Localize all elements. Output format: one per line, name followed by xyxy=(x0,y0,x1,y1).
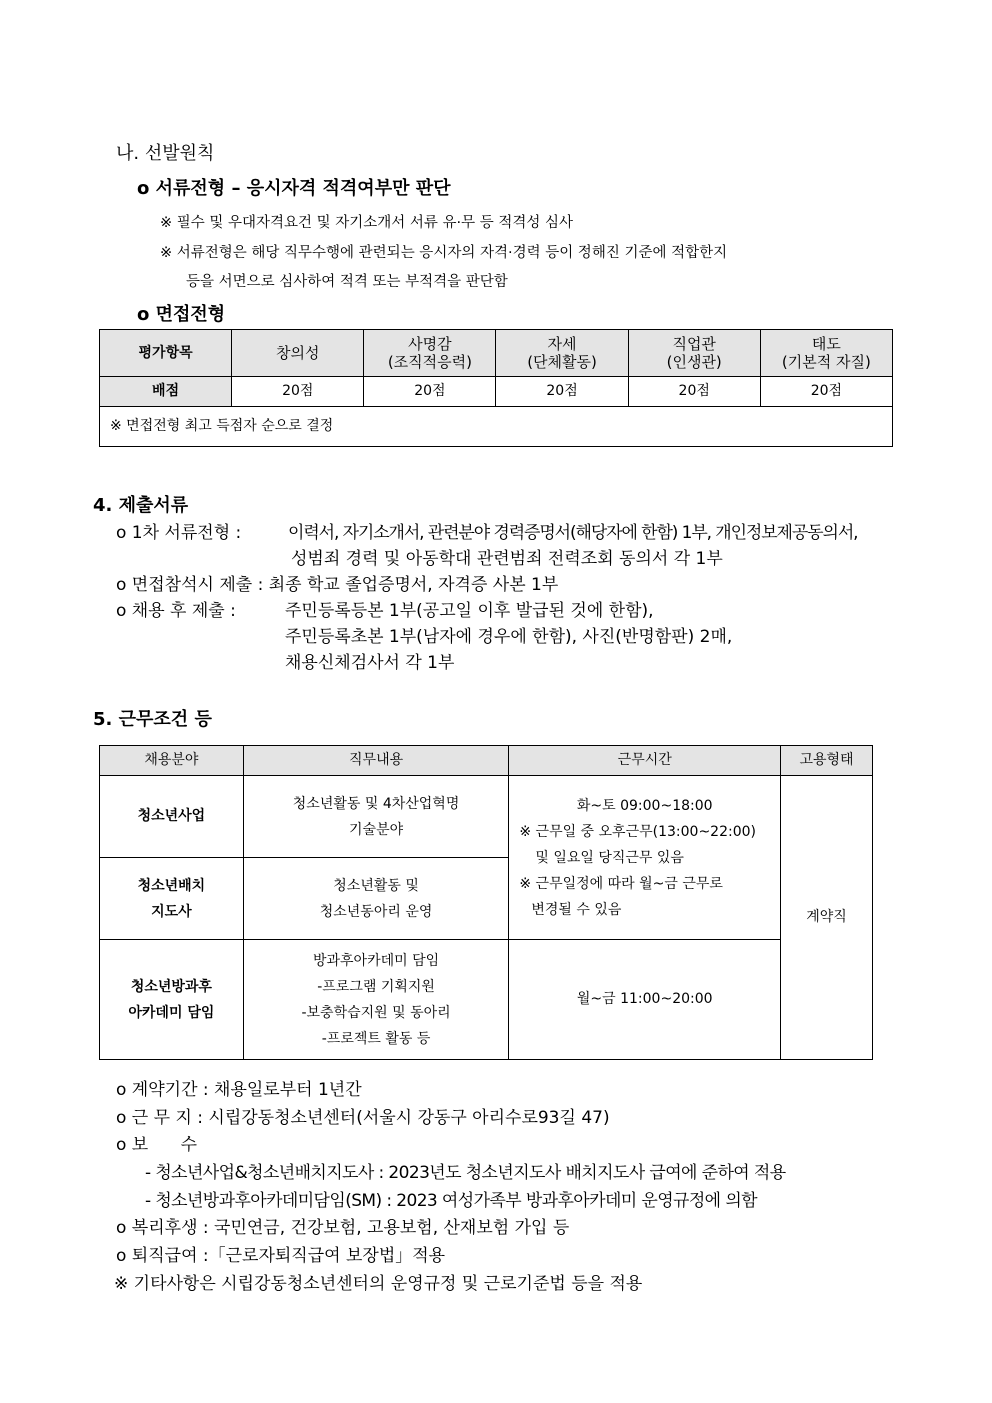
field-cell: 청소년배치 지도사 xyxy=(100,858,244,940)
hours-cell: 화~토 09:00~18:00 ※ 근무일 중 오후근무(13:00~22:00) 및 일요일 당직근무 있음 ※ 근무일정에 따라 월~금 근무로 변경될 수 있음 xyxy=(509,776,781,940)
pay-item2: - 청소년방과후아카데미담임(SM) : 2023 여성가족부 방과후아카데미 운영규정에 의함 xyxy=(145,1191,757,1211)
doc-screening-note2-line1: ※ 서류전형은 해당 직무수행에 관련되는 응시자의 자격·경력 등이 정해진 기준에 적합한지 xyxy=(160,245,728,261)
score-header: 배점 xyxy=(100,377,232,407)
section-na-title: 나. 선발원칙 xyxy=(116,143,215,164)
severance: o 퇴직급여 :「근로자퇴직급여 보장법」적용 xyxy=(116,1246,446,1266)
duties-cell: 방과후아카데미 담임 -프로그램 기획지원 -보충학습지원 및 동아리 -프로젝트 활동 등 xyxy=(243,940,509,1060)
doc-screening-heading: o 서류전형 – 응시자격 적격여부만 판단 xyxy=(137,178,451,199)
welfare: o 복리후생 : 국민연금, 건강보험, 고용보험, 산재보험 가입 등 xyxy=(116,1218,570,1238)
interview-heading: o 면접전형 xyxy=(137,304,226,325)
col-header-hours: 근무시간 xyxy=(509,746,781,776)
other-notes: ※ 기타사항은 시립강동청소년센터의 운영규정 및 근로기준법 등을 적용 xyxy=(114,1274,643,1294)
pay-item1: - 청소년사업&청소년배치지도사 : 2023년도 청소년지도사 배치지도사 급여에 준하여 적용 xyxy=(145,1163,786,1183)
eval-col-3: 자세 (단체활동) xyxy=(496,330,628,377)
interview-table xyxy=(99,329,893,447)
employment-type-cell: 계약직 xyxy=(781,776,873,1060)
submit-item3-line1: 주민등록등본 1부(공고일 이후 발급된 것에 한함), xyxy=(285,601,654,621)
score-cell: 20점 xyxy=(364,377,496,407)
score-cell: 20점 xyxy=(760,377,892,407)
eval-col-4: 직업관 (인생관) xyxy=(628,330,760,377)
section5-title: 5. 근무조건 등 xyxy=(93,709,212,730)
col-header-type: 고용형태 xyxy=(781,746,873,776)
workplace: o 근 무 지 : 시립강동청소년센터(서울시 강동구 아리수로93길 47) xyxy=(116,1108,610,1128)
duties-cell: 청소년활동 및 4차산업혁명 기술분야 xyxy=(243,776,509,858)
submit-item1-line1: 이력서, 자기소개서, 관련분야 경력증명서(해당자에 한함) 1부, 개인정보제공동의서, xyxy=(288,523,858,543)
score-cell: 20점 xyxy=(496,377,628,407)
section4-title: 4. 제출서류 xyxy=(93,495,189,516)
submit-item3-label: o 채용 후 제출 : xyxy=(116,601,236,621)
duties-cell: 청소년활동 및 청소년동아리 운영 xyxy=(243,858,509,940)
submit-item1-line2: 성범죄 경력 및 아동학대 관련범죄 전력조회 동의서 각 1부 xyxy=(291,549,723,569)
score-cell: 20점 xyxy=(628,377,760,407)
eval-item-header: 평가항목 xyxy=(100,330,232,377)
submit-item1-label: o 1차 서류전형 : xyxy=(116,523,242,543)
field-cell: 청소년방과후 아카데미 담임 xyxy=(100,940,244,1060)
submit-item2: o 면접참석시 제출 : 최종 학교 졸업증명서, 자격증 사본 1부 xyxy=(116,575,559,595)
pay-label: o 보 수 xyxy=(116,1135,198,1155)
doc-screening-note1: ※ 필수 및 우대자격요건 및 자기소개서 서류 유·무 등 적격성 심사 xyxy=(160,215,574,231)
work-conditions-table xyxy=(99,745,873,1060)
interview-footnote: ※ 면접전형 최고 득점자 순으로 결정 xyxy=(100,407,893,447)
hours-cell: 월~금 11:00~20:00 xyxy=(509,940,781,1060)
score-cell: 20점 xyxy=(232,377,364,407)
contract-period: o 계약기간 : 채용일로부터 1년간 xyxy=(116,1080,362,1100)
eval-col-1: 창의성 xyxy=(232,330,364,377)
doc-screening-note2-line2: 등을 서면으로 심사하여 적격 또는 부적격을 판단함 xyxy=(186,274,508,290)
eval-col-2: 사명감 (조직적응력) xyxy=(364,330,496,377)
col-header-field: 채용분야 xyxy=(100,746,244,776)
col-header-duties: 직무내용 xyxy=(243,746,509,776)
submit-item3-line2: 주민등록초본 1부(남자에 경우에 한함), 사진(반명함판) 2매, xyxy=(285,627,733,647)
submit-item3-line3: 채용신체검사서 각 1부 xyxy=(285,653,455,673)
field-cell: 청소년사업 xyxy=(100,776,244,858)
eval-col-5: 태도 (기본적 자질) xyxy=(760,330,892,377)
